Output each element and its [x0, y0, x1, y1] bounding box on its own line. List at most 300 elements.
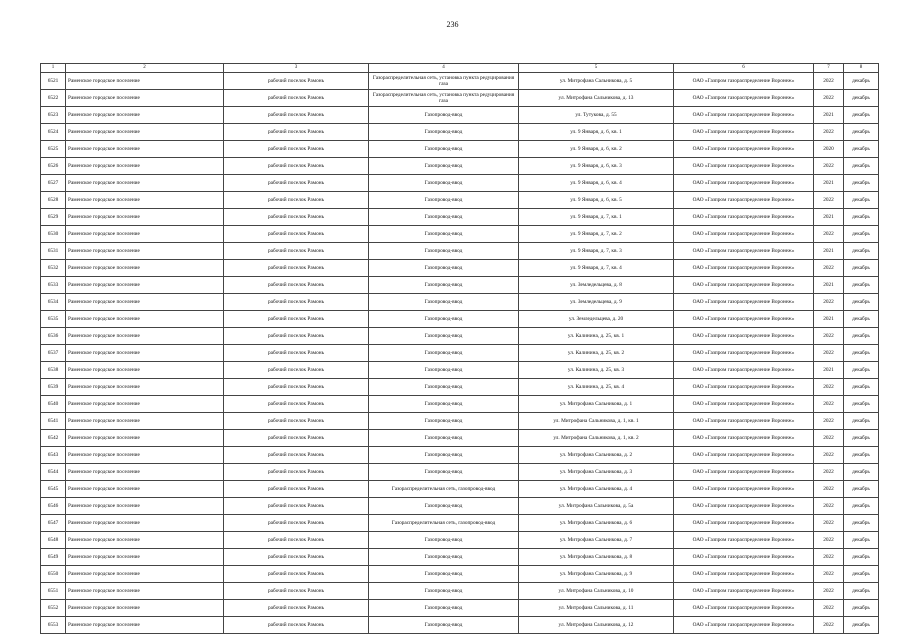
object-type-cell: Газопровод-ввод [369, 158, 519, 175]
address-cell: ул. Митрофана Сальникова, д. 11 [519, 600, 674, 617]
address-cell: ул. 9 Января, д. 7, кв. 2 [519, 226, 674, 243]
table-row [41, 277, 879, 294]
object-type-cell: Газопровод-ввод [369, 447, 519, 464]
operator-cell: ОАО «Газпром газораспределение Воронеж» [674, 362, 814, 379]
row-number-cell: 6531 [41, 243, 66, 260]
year-cell: 2022 [814, 73, 844, 90]
table-row [41, 413, 879, 430]
locality-cell: рабочий поселок Рамонь [224, 260, 369, 277]
address-cell: ул. 9 Января, д. 6, кв. 1 [519, 124, 674, 141]
locality-cell: рабочий поселок Рамонь [224, 209, 369, 226]
column-number: 1 [41, 64, 66, 73]
year-cell: 2022 [814, 515, 844, 532]
object-type-cell: Газопровод-ввод [369, 141, 519, 158]
settlement-cell: Раменское городское поселение [66, 345, 224, 362]
table-row [41, 90, 879, 107]
address-cell: ул. Митрофана Сальникова, д. 4 [519, 481, 674, 498]
object-type-cell: Газопровод-ввод [369, 294, 519, 311]
month-cell: декабрь [844, 583, 879, 600]
operator-cell: ОАО «Газпром газораспределение Воронеж» [674, 413, 814, 430]
month-cell: декабрь [844, 447, 879, 464]
settlement-cell: Раменское городское поселение [66, 311, 224, 328]
operator-cell: ОАО «Газпром газораспределение Воронеж» [674, 532, 814, 549]
address-cell: ул. Митрофана Сальникова, д. 5 [519, 73, 674, 90]
column-number: 4 [369, 64, 519, 73]
settlement-cell: Раменское городское поселение [66, 549, 224, 566]
address-cell: ул. Калинина, д. 25, кв. 1 [519, 328, 674, 345]
year-cell: 2022 [814, 90, 844, 107]
column-number-row [41, 64, 879, 73]
object-type-cell: Газопровод-ввод [369, 379, 519, 396]
object-type-cell: Газораспределительная сеть, газопровод-ввод [369, 515, 519, 532]
row-number-cell: 6538 [41, 362, 66, 379]
year-cell: 2022 [814, 192, 844, 209]
settlement-cell: Раменское городское поселение [66, 515, 224, 532]
settlement-cell: Раменское городское поселение [66, 107, 224, 124]
operator-cell: ОАО «Газпром газораспределение Воронеж» [674, 481, 814, 498]
operator-cell: ОАО «Газпром газораспределение Воронеж» [674, 379, 814, 396]
object-type-cell: Газопровод-ввод [369, 124, 519, 141]
month-cell: декабрь [844, 141, 879, 158]
locality-cell: рабочий поселок Рамонь [224, 600, 369, 617]
month-cell: декабрь [844, 600, 879, 617]
year-cell: 2021 [814, 107, 844, 124]
address-cell: ул. Митрофана Сальникова, д. 2 [519, 447, 674, 464]
year-cell: 2022 [814, 566, 844, 583]
table-row [41, 379, 879, 396]
row-number-cell: 6521 [41, 73, 66, 90]
year-cell: 2022 [814, 464, 844, 481]
operator-cell: ОАО «Газпром газораспределение Воронеж» [674, 192, 814, 209]
month-cell: декабрь [844, 413, 879, 430]
locality-cell: рабочий поселок Рамонь [224, 158, 369, 175]
locality-cell: рабочий поселок Рамонь [224, 124, 369, 141]
settlement-cell: Раменское городское поселение [66, 277, 224, 294]
address-cell: ул. Митрофана Сальникова, д. 1, кв. 2 [519, 430, 674, 447]
year-cell: 2022 [814, 430, 844, 447]
object-type-cell: Газопровод-ввод [369, 277, 519, 294]
month-cell: декабрь [844, 362, 879, 379]
object-type-cell: Газопровод-ввод [369, 328, 519, 345]
address-cell: ул. Митрофана Сальникова, д. 13 [519, 90, 674, 107]
address-cell: ул. 9 Января, д. 7, кв. 4 [519, 260, 674, 277]
settlement-cell: Раменское городское поселение [66, 243, 224, 260]
object-type-cell: Газопровод-ввод [369, 311, 519, 328]
table-row [41, 141, 879, 158]
table-row [41, 345, 879, 362]
locality-cell: рабочий поселок Рамонь [224, 362, 369, 379]
year-cell: 2022 [814, 532, 844, 549]
month-cell: декабрь [844, 498, 879, 515]
operator-cell: ОАО «Газпром газораспределение Воронеж» [674, 600, 814, 617]
locality-cell: рабочий поселок Рамонь [224, 379, 369, 396]
operator-cell: ОАО «Газпром газораспределение Воронеж» [674, 243, 814, 260]
table-row [41, 464, 879, 481]
operator-cell: ОАО «Газпром газораспределение Воронеж» [674, 311, 814, 328]
column-number: 6 [674, 64, 814, 73]
settlement-cell: Раменское городское поселение [66, 362, 224, 379]
settlement-cell: Раменское городское поселение [66, 328, 224, 345]
table-row [41, 617, 879, 634]
operator-cell: ОАО «Газпром газораспределение Воронеж» [674, 345, 814, 362]
year-cell: 2022 [814, 447, 844, 464]
object-type-cell: Газопровод-ввод [369, 226, 519, 243]
month-cell: декабрь [844, 532, 879, 549]
year-cell: 2022 [814, 328, 844, 345]
month-cell: декабрь [844, 260, 879, 277]
table-row [41, 192, 879, 209]
address-cell: ул. Митрофана Сальникова, д. 1, кв. 1 [519, 413, 674, 430]
month-cell: декабрь [844, 481, 879, 498]
month-cell: декабрь [844, 430, 879, 447]
locality-cell: рабочий поселок Рамонь [224, 90, 369, 107]
row-number-cell: 6536 [41, 328, 66, 345]
operator-cell: ОАО «Газпром газораспределение Воронеж» [674, 464, 814, 481]
month-cell: декабрь [844, 396, 879, 413]
settlement-cell: Раменское городское поселение [66, 175, 224, 192]
year-cell: 2022 [814, 379, 844, 396]
object-type-cell: Газопровод-ввод [369, 430, 519, 447]
row-number-cell: 6525 [41, 141, 66, 158]
address-cell: ул. 9 Января, д. 6, кв. 2 [519, 141, 674, 158]
locality-cell: рабочий поселок Рамонь [224, 396, 369, 413]
address-cell: ул. Земледельцева, д. 8 [519, 277, 674, 294]
address-cell: ул. 9 Января, д. 7, кв. 1 [519, 209, 674, 226]
year-cell: 2021 [814, 277, 844, 294]
month-cell: декабрь [844, 209, 879, 226]
row-number-cell: 6534 [41, 294, 66, 311]
object-type-cell: Газопровод-ввод [369, 549, 519, 566]
address-cell: ул. Калинина, д. 25, кв. 2 [519, 345, 674, 362]
address-cell: ул. Земледельцева, д. 9 [519, 294, 674, 311]
address-cell: ул. 9 Января, д. 7, кв. 3 [519, 243, 674, 260]
settlement-cell: Раменское городское поселение [66, 532, 224, 549]
month-cell: декабрь [844, 90, 879, 107]
object-type-cell: Газопровод-ввод [369, 107, 519, 124]
settlement-cell: Раменское городское поселение [66, 379, 224, 396]
year-cell: 2022 [814, 549, 844, 566]
address-cell: ул. Калинина, д. 25, кв. 4 [519, 379, 674, 396]
object-type-cell: Газопровод-ввод [369, 243, 519, 260]
month-cell: декабрь [844, 107, 879, 124]
table-row [41, 498, 879, 515]
year-cell: 2022 [814, 345, 844, 362]
locality-cell: рабочий поселок Рамонь [224, 481, 369, 498]
locality-cell: рабочий поселок Рамонь [224, 226, 369, 243]
row-number-cell: 6547 [41, 515, 66, 532]
operator-cell: ОАО «Газпром газораспределение Воронеж» [674, 277, 814, 294]
address-cell: ул. Калинина, д. 25, кв. 3 [519, 362, 674, 379]
gas-network-table [40, 63, 879, 634]
year-cell: 2021 [814, 362, 844, 379]
settlement-cell: Раменское городское поселение [66, 583, 224, 600]
month-cell: декабрь [844, 328, 879, 345]
table-row [41, 294, 879, 311]
address-cell: ул. Митрофана Сальникова, д. 5а [519, 498, 674, 515]
object-type-cell: Газопровод-ввод [369, 566, 519, 583]
row-number-cell: 6543 [41, 447, 66, 464]
operator-cell: ОАО «Газпром газораспределение Воронеж» [674, 141, 814, 158]
operator-cell: ОАО «Газпром газораспределение Воронеж» [674, 90, 814, 107]
table-row [41, 243, 879, 260]
address-cell: ул. Митрофана Сальникова, д. 6 [519, 515, 674, 532]
locality-cell: рабочий поселок Рамонь [224, 413, 369, 430]
month-cell: декабрь [844, 566, 879, 583]
address-cell: ул. Митрофана Сальникова, д. 12 [519, 617, 674, 634]
table-row [41, 447, 879, 464]
settlement-cell: Раменское городское поселение [66, 124, 224, 141]
locality-cell: рабочий поселок Рамонь [224, 464, 369, 481]
object-type-cell: Газораспределительная сеть, установка пункта редуцирования газа [369, 90, 519, 107]
row-number-cell: 6542 [41, 430, 66, 447]
table-row [41, 549, 879, 566]
year-cell: 2022 [814, 396, 844, 413]
row-number-cell: 6552 [41, 600, 66, 617]
locality-cell: рабочий поселок Рамонь [224, 617, 369, 634]
settlement-cell: Раменское городское поселение [66, 600, 224, 617]
month-cell: декабрь [844, 464, 879, 481]
address-cell: ул. 9 Января, д. 6, кв. 3 [519, 158, 674, 175]
locality-cell: рабочий поселок Рамонь [224, 549, 369, 566]
locality-cell: рабочий поселок Рамонь [224, 498, 369, 515]
operator-cell: ОАО «Газпром газораспределение Воронеж» [674, 226, 814, 243]
address-cell: ул. Митрофана Сальникова, д. 9 [519, 566, 674, 583]
row-number-cell: 6553 [41, 617, 66, 634]
locality-cell: рабочий поселок Рамонь [224, 141, 369, 158]
table-row [41, 481, 879, 498]
year-cell: 2021 [814, 311, 844, 328]
year-cell: 2022 [814, 498, 844, 515]
month-cell: декабрь [844, 73, 879, 90]
locality-cell: рабочий поселок Рамонь [224, 532, 369, 549]
locality-cell: рабочий поселок Рамонь [224, 175, 369, 192]
operator-cell: ОАО «Газпром газораспределение Воронеж» [674, 430, 814, 447]
table-row [41, 226, 879, 243]
operator-cell: ОАО «Газпром газораспределение Воронеж» [674, 107, 814, 124]
operator-cell: ОАО «Газпром газораспределение Воронеж» [674, 124, 814, 141]
locality-cell: рабочий поселок Рамонь [224, 192, 369, 209]
address-cell: ул. Тутукова, д. 55 [519, 107, 674, 124]
row-number-cell: 6550 [41, 566, 66, 583]
year-cell: 2021 [814, 243, 844, 260]
settlement-cell: Раменское городское поселение [66, 90, 224, 107]
column-number: 3 [224, 64, 369, 73]
operator-cell: ОАО «Газпром газораспределение Воронеж» [674, 447, 814, 464]
month-cell: декабрь [844, 158, 879, 175]
address-cell: ул. Митрофана Сальникова, д. 10 [519, 583, 674, 600]
year-cell: 2022 [814, 481, 844, 498]
settlement-cell: Раменское городское поселение [66, 226, 224, 243]
month-cell: декабрь [844, 226, 879, 243]
month-cell: декабрь [844, 124, 879, 141]
row-number-cell: 6545 [41, 481, 66, 498]
settlement-cell: Раменское городское поселение [66, 413, 224, 430]
year-cell: 2022 [814, 124, 844, 141]
address-cell: ул. Земледельцева, д. 20 [519, 311, 674, 328]
settlement-cell: Раменское городское поселение [66, 464, 224, 481]
table-row [41, 124, 879, 141]
table-row [41, 158, 879, 175]
month-cell: декабрь [844, 379, 879, 396]
table-row [41, 311, 879, 328]
operator-cell: ОАО «Газпром газораспределение Воронеж» [674, 294, 814, 311]
year-cell: 2022 [814, 600, 844, 617]
settlement-cell: Раменское городское поселение [66, 209, 224, 226]
operator-cell: ОАО «Газпром газораспределение Воронеж» [674, 396, 814, 413]
table-row [41, 328, 879, 345]
object-type-cell: Газопровод-ввод [369, 600, 519, 617]
table-row [41, 107, 879, 124]
month-cell: декабрь [844, 515, 879, 532]
operator-cell: ОАО «Газпром газораспределение Воронеж» [674, 617, 814, 634]
address-cell: ул. 9 Января, д. 6, кв. 5 [519, 192, 674, 209]
locality-cell: рабочий поселок Рамонь [224, 566, 369, 583]
address-cell: ул. Митрофана Сальникова, д. 3 [519, 464, 674, 481]
object-type-cell: Газопровод-ввод [369, 464, 519, 481]
object-type-cell: Газопровод-ввод [369, 583, 519, 600]
locality-cell: рабочий поселок Рамонь [224, 294, 369, 311]
locality-cell: рабочий поселок Рамонь [224, 447, 369, 464]
table-row [41, 396, 879, 413]
row-number-cell: 6540 [41, 396, 66, 413]
object-type-cell: Газопровод-ввод [369, 532, 519, 549]
object-type-cell: Газораспределительная сеть, газопровод-ввод [369, 481, 519, 498]
address-cell: ул. 9 Января, д. 6, кв. 4 [519, 175, 674, 192]
object-type-cell: Газопровод-ввод [369, 260, 519, 277]
locality-cell: рабочий поселок Рамонь [224, 311, 369, 328]
settlement-cell: Раменское городское поселение [66, 498, 224, 515]
address-cell: ул. Митрофана Сальникова, д. 8 [519, 549, 674, 566]
operator-cell: ОАО «Газпром газораспределение Воронеж» [674, 498, 814, 515]
year-cell: 2020 [814, 141, 844, 158]
operator-cell: ОАО «Газпром газораспределение Воронеж» [674, 515, 814, 532]
month-cell: декабрь [844, 345, 879, 362]
locality-cell: рабочий поселок Рамонь [224, 107, 369, 124]
month-cell: декабрь [844, 549, 879, 566]
operator-cell: ОАО «Газпром газораспределение Воронеж» [674, 583, 814, 600]
column-number: 5 [519, 64, 674, 73]
object-type-cell: Газопровод-ввод [369, 498, 519, 515]
operator-cell: ОАО «Газпром газораспределение Воронеж» [674, 73, 814, 90]
operator-cell: ОАО «Газпром газораспределение Воронеж» [674, 328, 814, 345]
row-number-cell: 6526 [41, 158, 66, 175]
operator-cell: ОАО «Газпром газораспределение Воронеж» [674, 158, 814, 175]
year-cell: 2022 [814, 617, 844, 634]
year-cell: 2022 [814, 294, 844, 311]
object-type-cell: Газопровод-ввод [369, 345, 519, 362]
object-type-cell: Газопровод-ввод [369, 192, 519, 209]
object-type-cell: Газопровод-ввод [369, 413, 519, 430]
month-cell: декабрь [844, 294, 879, 311]
settlement-cell: Раменское городское поселение [66, 617, 224, 634]
settlement-cell: Раменское городское поселение [66, 566, 224, 583]
table-row [41, 175, 879, 192]
row-number-cell: 6527 [41, 175, 66, 192]
table-row [41, 532, 879, 549]
table-row [41, 73, 879, 90]
table-row [41, 209, 879, 226]
object-type-cell: Газораспределительная сеть, установка пункта редуцирования газа [369, 73, 519, 90]
month-cell: декабрь [844, 311, 879, 328]
operator-cell: ОАО «Газпром газораспределение Воронеж» [674, 175, 814, 192]
row-number-cell: 6522 [41, 90, 66, 107]
table-row [41, 515, 879, 532]
year-cell: 2022 [814, 260, 844, 277]
row-number-cell: 6533 [41, 277, 66, 294]
month-cell: декабрь [844, 277, 879, 294]
table-row [41, 430, 879, 447]
table-row [41, 583, 879, 600]
settlement-cell: Раменское городское поселение [66, 447, 224, 464]
row-number-cell: 6528 [41, 192, 66, 209]
year-cell: 2022 [814, 226, 844, 243]
settlement-cell: Раменское городское поселение [66, 294, 224, 311]
settlement-cell: Раменское городское поселение [66, 481, 224, 498]
object-type-cell: Газопровод-ввод [369, 396, 519, 413]
column-number: 7 [814, 64, 844, 73]
month-cell: декабрь [844, 243, 879, 260]
row-number-cell: 6541 [41, 413, 66, 430]
operator-cell: ОАО «Газпром газораспределение Воронеж» [674, 549, 814, 566]
object-type-cell: Газопровод-ввод [369, 362, 519, 379]
locality-cell: рабочий поселок Рамонь [224, 328, 369, 345]
row-number-cell: 6523 [41, 107, 66, 124]
year-cell: 2022 [814, 158, 844, 175]
locality-cell: рабочий поселок Рамонь [224, 430, 369, 447]
row-number-cell: 6530 [41, 226, 66, 243]
settlement-cell: Раменское городское поселение [66, 141, 224, 158]
settlement-cell: Раменское городское поселение [66, 158, 224, 175]
locality-cell: рабочий поселок Рамонь [224, 277, 369, 294]
operator-cell: ОАО «Газпром газораспределение Воронеж» [674, 566, 814, 583]
table-row [41, 260, 879, 277]
address-cell: ул. Митрофана Сальникова, д. 1 [519, 396, 674, 413]
table-body [41, 64, 879, 634]
month-cell: декабрь [844, 175, 879, 192]
object-type-cell: Газопровод-ввод [369, 209, 519, 226]
settlement-cell: Раменское городское поселение [66, 396, 224, 413]
row-number-cell: 6535 [41, 311, 66, 328]
year-cell: 2022 [814, 583, 844, 600]
address-cell: ул. Митрофана Сальникова, д. 7 [519, 532, 674, 549]
month-cell: декабрь [844, 617, 879, 634]
locality-cell: рабочий поселок Рамонь [224, 515, 369, 532]
row-number-cell: 6544 [41, 464, 66, 481]
year-cell: 2021 [814, 209, 844, 226]
table-row [41, 362, 879, 379]
operator-cell: ОАО «Газпром газораспределение Воронеж» [674, 260, 814, 277]
row-number-cell: 6548 [41, 532, 66, 549]
locality-cell: рабочий поселок Рамонь [224, 345, 369, 362]
row-number-cell: 6532 [41, 260, 66, 277]
month-cell: декабрь [844, 192, 879, 209]
object-type-cell: Газопровод-ввод [369, 175, 519, 192]
settlement-cell: Раменское городское поселение [66, 430, 224, 447]
column-number: 8 [844, 64, 879, 73]
row-number-cell: 6539 [41, 379, 66, 396]
row-number-cell: 6546 [41, 498, 66, 515]
row-number-cell: 6549 [41, 549, 66, 566]
settlement-cell: Раменское городское поселение [66, 260, 224, 277]
operator-cell: ОАО «Газпром газораспределение Воронеж» [674, 209, 814, 226]
locality-cell: рабочий поселок Рамонь [224, 243, 369, 260]
row-number-cell: 6524 [41, 124, 66, 141]
table-row [41, 600, 879, 617]
settlement-cell: Раменское городское поселение [66, 192, 224, 209]
object-type-cell: Газопровод-ввод [369, 617, 519, 634]
year-cell: 2022 [814, 413, 844, 430]
row-number-cell: 6551 [41, 583, 66, 600]
